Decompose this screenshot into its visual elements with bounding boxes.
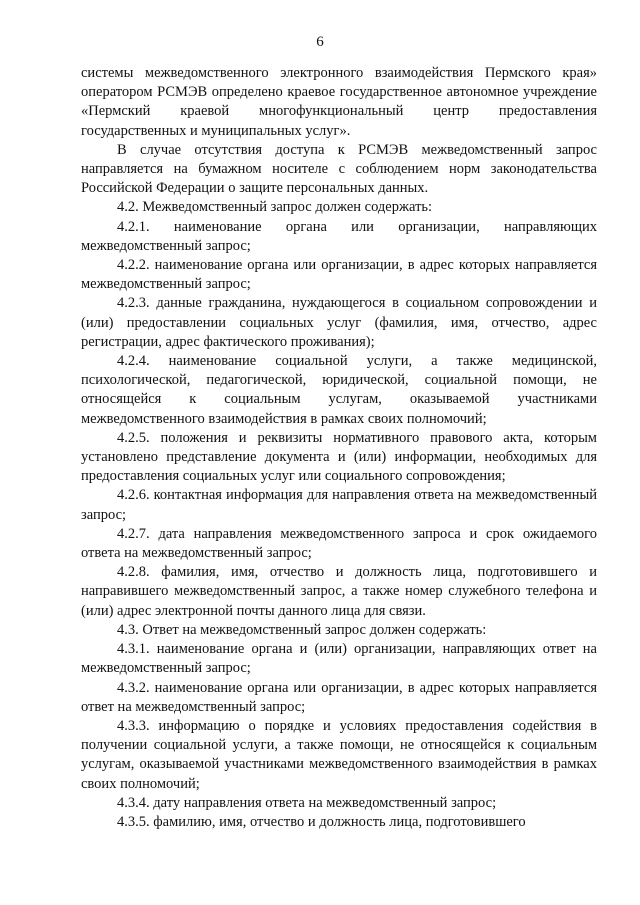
paragraph-4-2-2: 4.2.2. наименование органа или организации, в адрес которых направляется межведомственный запрос; [81, 257, 597, 293]
paragraph-paper-request: В случае отсутствия доступа к РСМЭВ межведомственный запрос направляется на бумажном носителе с соблюдением норм законодательства Российской Федерации о защите персональных данных. [81, 141, 597, 197]
paragraph-4-2-8: 4.2.8. фамилия, имя, отчество и должность лица, подготовившего и направившего межведомственный запрос, а также номер служебного телефона и (или) адрес электронной почты данного лица для связи. [81, 564, 597, 619]
paragraph-4-2-4: 4.2.4. наименование социальной услуги, а также медицинской, психологической, педагогической, юридической, социальной помощи, не относящейся к социальным услугам, оказываемой участниками межведомственного взаимодействия в рамках своих полномочий; [81, 353, 597, 427]
paragraph-4-3-2: 4.3.2. наименование органа или организации, в адрес которых направляется ответ на межведомственный запрос; [81, 679, 597, 715]
page-number: 6 [316, 34, 324, 50]
paragraph-4-3-5: 4.3.5. фамилию, имя, отчество и должность лица, подготовившего [117, 813, 526, 830]
paragraph-4-3-4: 4.3.4. дату направления ответа на межведомственный запрос; [117, 794, 497, 811]
document-body [81, 64, 597, 832]
paragraph-4-3: 4.3. Ответ на межведомственный запрос должен содержать: [117, 621, 487, 638]
paragraph-continuation: системы межведомственного электронного взаимодействия Пермского края» оператором РСМЭВ определено краевое государственное автономное учреждение «Пермский краевой многофункциональный центр предоставления государственных и муниципальных услуг». [81, 65, 597, 139]
paragraph-4-2-3: 4.2.3. данные гражданина, нуждающегося в социальном сопровождении и (или) предоставлении социальных услуг (фамилия, имя, отчество, адрес регистрации, адрес фактического проживания); [81, 295, 597, 350]
paragraph-4-3-3: 4.3.3. информацию о порядке и условиях предоставления содействия в получении социальной услуги, а также помощи, не относящейся к социальным услугам, оказываемой участниками межведомственного взаимодействия в рамках своих полномочий; [81, 717, 597, 792]
paragraph-4-3-1: 4.3.1. наименование органа и (или) организации, направляющих ответ на межведомственный запрос; [81, 641, 597, 677]
paragraph-4-2-7: 4.2.7. дата направления межведомственного запроса и срок ожидаемого ответа на межведомственный запрос; [81, 525, 597, 562]
paragraph-4-2-6: 4.2.6. контактная информация для направления ответа на межведомственный запрос; [81, 487, 597, 523]
paragraph-4-2-5: 4.2.5. положения и реквизиты нормативного правового акта, которым установлено представление документа и (или) информации, необходимых для предоставления социальных услуг или социального сопровождения; [81, 429, 597, 485]
paragraph-4-2: 4.2. Межведомственный запрос должен содержать: [117, 199, 433, 216]
paragraph-4-2-1: 4.2.1. наименование органа или организации, направляющих межведомственный запрос; [81, 218, 597, 254]
